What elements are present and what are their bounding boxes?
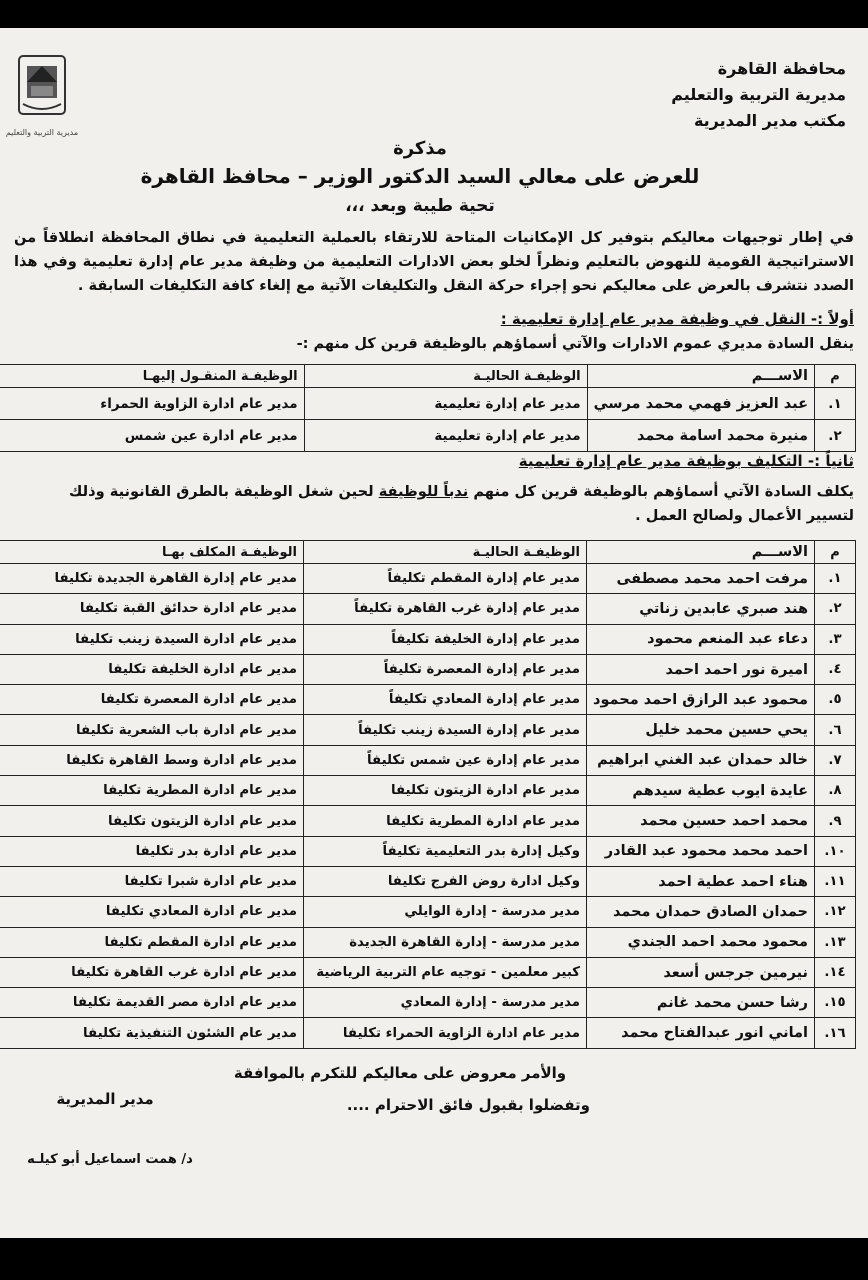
row-name: اميرة نور احمد احمد <box>587 654 815 684</box>
section1-subtitle: ينقل السادة مديري عموم الادارات والآتي أسماؤهم بالوظيفة قرين كل منهم :- <box>296 336 854 352</box>
section2-heading: ثانياً :- التكليف بوظيفة مدير عام إدارة تعليمية <box>518 452 854 470</box>
row-name: دعاء عبد المنعم محمود <box>587 624 815 654</box>
logo-caption: مديرية التربية والتعليم <box>5 128 79 137</box>
row-current: مدير مدرسة - إدارة الوايلي <box>304 897 587 927</box>
row-number: ٤. <box>815 654 856 684</box>
row-target: مدير عام الشئون التنفيذية تكليفا <box>0 1018 304 1048</box>
closing-request: والأمر معروض على معاليكم للتكرم بالموافقة <box>233 1064 567 1082</box>
row-number: ٦. <box>815 715 856 745</box>
table-row <box>0 745 856 775</box>
row-number: ٣. <box>815 624 856 654</box>
row-name: اماني انور عبدالفتاح محمد <box>587 1018 815 1048</box>
assignment-table <box>0 540 856 1049</box>
table-header-row <box>0 541 856 564</box>
ministry-emblem-icon <box>13 52 71 126</box>
row-current: وكيل إدارة بدر التعليمية تكليفاً <box>304 836 587 866</box>
row-name: حمدان الصادق حمدان محمد <box>587 897 815 927</box>
row-name: محمود محمد احمد الجندي <box>587 927 815 957</box>
row-current: مدير عام ادارة الزيتون تكليفا <box>304 776 587 806</box>
row-current: مدير عام إدارة غرب القاهرة تكليفاً <box>304 594 587 624</box>
table-row <box>0 957 856 987</box>
row-number: ١٠. <box>815 836 856 866</box>
row-name: عبد العزيز فهمي محمد مرسي <box>587 388 814 420</box>
row-current: كبير معلمين - توجيه عام التربية الرياضية <box>304 957 587 987</box>
row-target: مدير عام ادارة المطرية تكليفا <box>0 776 304 806</box>
section1-heading: أولاً :- النقل في وظيفة مدير عام إدارة تعليمية : <box>500 310 854 328</box>
row-target: مدير عام ادارة المعصرة تكليفا <box>0 685 304 715</box>
memo-label: مذكرة <box>393 138 447 159</box>
row-target: مدير عام ادارة شبرا تكليفا <box>0 866 304 896</box>
table-row <box>0 654 856 684</box>
row-name: منيرة محمد اسامة محمد <box>587 420 814 452</box>
closing-regards: وتفضلوا بقبول فائق الاحترام .... <box>346 1096 590 1114</box>
row-current: مدير عام إدارة السيدة زينب تكليفاً <box>304 715 587 745</box>
row-current: مدير عام إدارة تعليمية <box>304 388 587 420</box>
row-number: ١١. <box>815 866 856 896</box>
memo-addressee: للعرض على معالي السيد الدكتور الوزير – محافظ القاهرة <box>140 164 700 188</box>
row-target: مدير عام ادارة مصر القديمة تكليفا <box>0 988 304 1018</box>
col-header-target: الوظيفـة المنقـول إليهـا <box>0 365 304 388</box>
row-target: مدير عام ادارة باب الشعرية تكليفا <box>0 715 304 745</box>
section2-text-a: يكلف السادة الآتي أسماؤهم بالوظيفة قرين كل منهم <box>468 483 854 500</box>
row-target: مدير عام ادارة عين شمس <box>0 420 304 452</box>
row-current: مدير عام إدارة عين شمس تكليفاً <box>304 745 587 775</box>
row-number: ١٥. <box>815 988 856 1018</box>
row-target: مدير عام ادارة السيدة زينب تكليفا <box>0 624 304 654</box>
row-name: مرفت احمد محمد مصطفى <box>587 564 815 594</box>
row-current: مدير عام ادارة المطرية تكليفا <box>304 806 587 836</box>
row-number: ١٣. <box>815 927 856 957</box>
table-header-row <box>0 365 856 388</box>
row-target: مدير عام ادارة المعادي تكليفا <box>0 897 304 927</box>
col-header-number: م <box>815 365 856 388</box>
row-name: خالد حمدان عبد الغني ابراهيم <box>587 745 815 775</box>
row-target: مدير عام ادارة وسط القاهرة تكليفا <box>0 745 304 775</box>
row-current: مدير عام إدارة المعادي تكليفاً <box>304 685 587 715</box>
row-number: ١٢. <box>815 897 856 927</box>
row-target: مدير عام ادارة المقطم تكليفا <box>0 927 304 957</box>
row-target: مدير عام ادارة الزاوية الحمراء <box>0 388 304 420</box>
row-number: ٢. <box>815 594 856 624</box>
table-row <box>0 624 856 654</box>
row-number: ٢. <box>815 420 856 452</box>
table-row <box>0 806 856 836</box>
governorate-line: محافظة القاهرة <box>717 59 846 78</box>
bottom-bar <box>0 1238 868 1280</box>
table-row <box>0 715 856 745</box>
row-current: مدير عام ادارة الزاوية الحمراء تكليفا <box>304 1018 587 1048</box>
row-current: مدير عام إدارة المعصرة تكليفاً <box>304 654 587 684</box>
row-name: عايدة ايوب عطية سيدهم <box>587 776 815 806</box>
row-name: محمد احمد حسين محمد <box>587 806 815 836</box>
table-row <box>0 1018 856 1048</box>
row-name: نيرمين جرجس أسعد <box>587 957 815 987</box>
col-header-number: م <box>815 541 856 564</box>
section2-text-underlined: ندباً للوظيفة <box>378 483 469 500</box>
directorate-line: مديرية التربية والتعليم <box>671 85 846 104</box>
signature-title: مدير المديرية <box>56 1090 154 1108</box>
col-header-name: الاســـم <box>587 541 815 564</box>
office-line: مكتب مدير المديرية <box>693 111 846 130</box>
col-header-name: الاســـم <box>587 365 814 388</box>
row-target: مدير عام ادارة حدائق القبة تكليفا <box>0 594 304 624</box>
ministry-logo <box>4 52 80 160</box>
section2-paragraph-2: لتسيير الأعمال ولصالح العمل . <box>635 507 854 524</box>
row-current: مدير عام إدارة المقطم تكليفاً <box>304 564 587 594</box>
row-current: مدير عام إدارة الخليفة تكليفاً <box>304 624 587 654</box>
table-row <box>0 776 856 806</box>
row-number: ٧. <box>815 745 856 775</box>
row-current: مدير مدرسة - إدارة القاهرة الجديدة <box>304 927 587 957</box>
row-number: ١. <box>815 564 856 594</box>
row-name: محمود عبد الرازق احمد محمود <box>587 685 815 715</box>
table-row <box>0 420 856 452</box>
row-name: يحي حسين محمد خليل <box>587 715 815 745</box>
row-number: ١. <box>815 388 856 420</box>
row-target: مدير عام ادارة الخليفة تكليفا <box>0 654 304 684</box>
intro-paragraph: في إطار توجيهات معاليكم بتوفير كل الإمكانيات المتاحة للارتقاء بالعملية التعليمية في نطاق المحافظة انطلاقاً من الاستراتيجية القومية للنهوض بالتعليم ونظراً لخلو بعض الادارات التعليمية من وظيفة مدير عام إدارة تعليمية وفي هذا الصدد نتشرف بالعرض على معاليكم نحو إجراء حركة النقل والتكليفات الآتية مع إلغاء كافة التكليفات السابقة . <box>14 229 854 294</box>
memo-greeting: تحية طيبة وبعد ،،، <box>345 196 495 216</box>
table-row <box>0 388 856 420</box>
row-name: احمد محمد محمود عبد القادر <box>587 836 815 866</box>
table-row <box>0 988 856 1018</box>
table-row <box>0 897 856 927</box>
table-row <box>0 685 856 715</box>
table-row <box>0 594 856 624</box>
col-header-current: الوظيفـة الحاليـة <box>304 365 587 388</box>
row-name: هند صبري عابدين زناتي <box>587 594 815 624</box>
col-header-target: الوظيفـة المكلف بهـا <box>0 541 304 564</box>
table-row <box>0 836 856 866</box>
table-row <box>0 927 856 957</box>
row-number: ٥. <box>815 685 856 715</box>
transfer-table <box>0 364 856 452</box>
row-target: مدير عام ادارة الزيتون تكليفا <box>0 806 304 836</box>
table-row <box>0 866 856 896</box>
row-name: هناء احمد عطية احمد <box>587 866 815 896</box>
col-header-current: الوظيفـة الحاليـة <box>304 541 587 564</box>
row-current: مدير مدرسة - إدارة المعادي <box>304 988 587 1018</box>
row-current: مدير عام إدارة تعليمية <box>304 420 587 452</box>
row-number: ٨. <box>815 776 856 806</box>
row-target: مدير عام ادارة غرب القاهرة تكليفا <box>0 957 304 987</box>
row-number: ١٤. <box>815 957 856 987</box>
row-number: ١٦. <box>815 1018 856 1048</box>
section2-text-b: لحين شغل الوظيفة بالطرق القانونية وذلك <box>69 483 379 500</box>
row-current: وكيل ادارة روض الفرج تكليفا <box>304 866 587 896</box>
table-row <box>0 564 856 594</box>
row-number: ٩. <box>815 806 856 836</box>
row-target: مدير عام إدارة القاهرة الجديدة تكليفا <box>0 564 304 594</box>
row-target: مدير عام ادارة بدر تكليفا <box>0 836 304 866</box>
signature-name: د/ همت اسماعيل أبو كيلـه <box>27 1152 193 1167</box>
section2-paragraph <box>14 480 854 504</box>
issuer-header <box>546 56 846 134</box>
row-name: رشا حسن محمد غانم <box>587 988 815 1018</box>
